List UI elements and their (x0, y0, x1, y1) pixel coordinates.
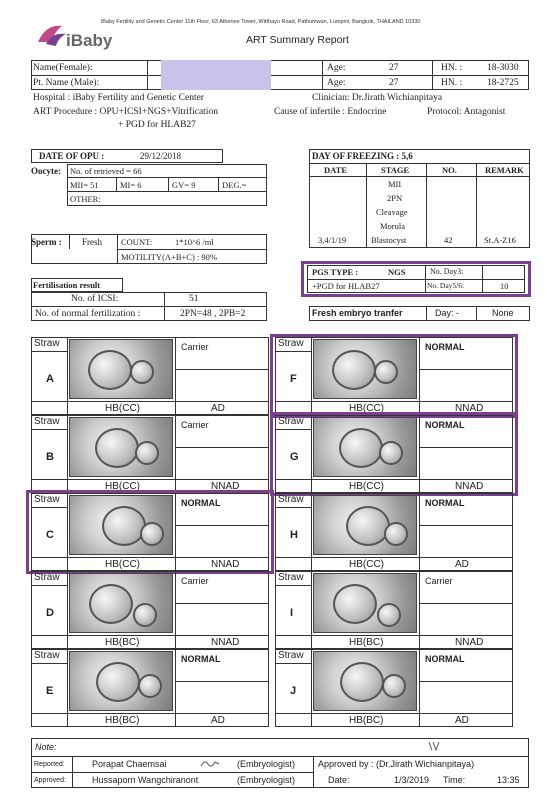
straw-label: Straw (34, 338, 60, 349)
straw-result: Carrier (181, 342, 209, 352)
approved-role: (Embryologist) (237, 775, 296, 785)
hn-male-value: 18-2725 (487, 78, 519, 88)
straw-result: Carrier (181, 420, 209, 430)
straw-grade: HB(CC) (105, 481, 140, 492)
logo-text: iBaby (66, 31, 113, 50)
stage-blastocyst: Blastocyst (371, 235, 407, 245)
straw-result: NORMAL (181, 498, 221, 508)
time-value: 13:35 (497, 775, 520, 785)
straw-grade: HB(CC) (349, 481, 384, 492)
straw-letter: D (46, 607, 54, 619)
straw-label: Straw (278, 572, 304, 583)
pgs-day56-label: No. Day5/6: (427, 281, 465, 290)
straw-letter: C (46, 529, 54, 541)
pgs-day3-label: No. Day3: (430, 267, 464, 276)
pgs-day56-value: 10 (500, 281, 509, 291)
fresh-transfer-label: Fresh embryo tranfer (312, 308, 403, 318)
straw-panel (31, 415, 269, 493)
straw-code: NNAD (455, 481, 484, 492)
embryo-image (313, 495, 417, 555)
oocyte-other: OTHER: (70, 194, 101, 204)
embryo-image (69, 417, 173, 477)
hn-female-label: HN. : (441, 63, 463, 73)
straw-code: AD (455, 715, 469, 726)
straw-grade: HB(CC) (349, 403, 384, 414)
straw-letter: J (290, 685, 297, 697)
pgs-type-label: PGS TYPE : (312, 267, 359, 277)
sperm-count-label: COUNT: (121, 237, 153, 247)
oocyte-gv: GV= 9 (172, 180, 196, 190)
straw-grade: HB(CC) (105, 403, 140, 414)
icsi-label: No. of ICSI: (71, 294, 119, 304)
pgs-type-value: NGS (388, 267, 406, 277)
straw-letter: H (290, 529, 298, 541)
straw-letter: F (290, 373, 297, 385)
sperm-count-value: 1*10^6 /ml (175, 237, 214, 247)
straw-panel (31, 571, 269, 649)
straw-label: Straw (278, 494, 304, 505)
straw-result: NORMAL (425, 342, 465, 352)
straw-code: NNAD (211, 481, 240, 492)
straw-result: NORMAL (181, 654, 221, 664)
icsi-value: 51 (189, 294, 199, 304)
hn-female-value: 18-3030 (487, 63, 519, 73)
straw-letter: I (290, 607, 294, 619)
age-male-value: 27 (389, 78, 399, 88)
freezing-date: 3,4/1/19 (318, 235, 347, 245)
opu-date-label: DATE OF OPU : (39, 151, 105, 161)
pgs-pgd: +PGD for HLAB27 (312, 281, 380, 291)
straw-code: AD (211, 715, 225, 726)
straw-code: AD (211, 403, 225, 414)
freezing-remark: St.A-Z16 (484, 235, 516, 245)
age-female-value: 27 (389, 63, 399, 73)
normal-fert-label: No. of normal fertilization : (35, 309, 141, 319)
clinician: Clinician: Dr.Jirath Wichianpitaya (312, 93, 443, 103)
reported-role: (Embryologist) (237, 759, 296, 769)
approved-name: Hussaporn Wangchiranont (92, 775, 199, 785)
note-label: Note: (35, 742, 57, 752)
stage-2pn: 2PN (387, 193, 403, 203)
straw-letter: G (290, 451, 299, 463)
freezing-header-date: DATE (324, 165, 347, 175)
fresh-transfer-day: Day: - (435, 308, 460, 318)
straw-result: NORMAL (425, 498, 465, 508)
straw-grade: HB(BC) (105, 637, 140, 648)
art-procedure: ART Procedure : OPU+ICSI+NGS+Vitrification (33, 107, 218, 117)
straw-grade: HB(BC) (349, 715, 384, 726)
straw-label: Straw (278, 338, 304, 349)
cause-infertile: Cause of infertile : Endocrine (274, 107, 387, 117)
straw-highlight (26, 490, 274, 574)
stage-cleavage: Cleavage (376, 207, 408, 217)
straw-label: Straw (278, 650, 304, 661)
hn-male-label: HN. : (441, 78, 463, 88)
straw-label: Straw (278, 416, 304, 427)
straw-grade: HB(BC) (105, 715, 140, 726)
freezing-header-stage: STAGE (381, 165, 410, 175)
embryo-image (313, 573, 417, 633)
approved-by: Approved by : (Dr.Jirath Wichianpitaya) (318, 759, 475, 769)
hospital: Hospital : iBaby Fertility and Genetic Center (33, 93, 204, 103)
stage-morula: Morula (380, 221, 406, 231)
approved-label: Approved: (34, 777, 66, 784)
redacted-name (161, 60, 271, 90)
protocol: Protocol: Antagonist (427, 107, 506, 117)
oocyte-label: Oocyte: (31, 166, 61, 176)
straw-code: NNAD (211, 637, 240, 648)
normal-fert-value: 2PN=48 , 2PB=2 (180, 309, 246, 319)
straw-highlight (270, 412, 518, 496)
sperm-type: Fresh (82, 237, 102, 247)
name-female-label: Name(Female): (33, 63, 93, 73)
straw-panel (275, 571, 513, 649)
sperm-motility: MOTILITY(A+B+C) : 90% (121, 252, 217, 262)
straw-label: Straw (34, 416, 60, 427)
fresh-transfer-value: None (492, 308, 514, 318)
oocyte-deg: DEG.= (222, 180, 247, 190)
stage-mii: MII (388, 179, 402, 189)
straw-panel (31, 337, 269, 415)
straw-code: AD (455, 559, 469, 570)
art-procedure-pgd: + PGD for HLAB27 (118, 120, 196, 130)
initials-icon (427, 740, 443, 752)
date-label: Date: (328, 775, 350, 785)
embryo-image (313, 651, 417, 711)
straw-panel (275, 493, 513, 571)
straw-highlight (270, 334, 518, 418)
embryo-image (69, 339, 173, 399)
straw-panel (275, 649, 513, 727)
straw-letter: E (46, 685, 54, 697)
reported-label: Reported: (34, 761, 65, 768)
freezing-label: DAY OF FREEZING : 5,6 (312, 151, 413, 161)
oocyte-retrieved: No. of retrieved = 66 (70, 166, 142, 176)
sperm-label: Sperm : (31, 237, 62, 247)
age-male-label: Age: (327, 78, 346, 88)
straw-label: Straw (34, 494, 60, 505)
date-value: 1/3/2019 (394, 775, 430, 785)
age-female-label: Age: (327, 63, 346, 73)
name-male-label: Pt. Name (Male): (33, 78, 100, 88)
straw-code: NNAD (455, 637, 484, 648)
straw-label: Straw (34, 572, 60, 583)
signature-icon (200, 758, 220, 768)
straw-grade: HB(CC) (105, 559, 140, 570)
time-label: Time: (443, 775, 466, 785)
straw-code: NNAD (455, 403, 484, 414)
straw-code: NNAD (211, 559, 240, 570)
embryo-image (69, 651, 173, 711)
straw-result: NORMAL (425, 420, 465, 430)
straw-letter: B (46, 451, 54, 463)
straw-result: Carrier (181, 576, 209, 586)
opu-date-value: 29/12/2018 (140, 151, 182, 161)
freezing-header-no: NO. (442, 165, 457, 175)
page-title: ART Summary Report (246, 34, 349, 46)
reported-name: Porapat Chaemsai (92, 759, 167, 769)
header-address: iBaby Fertility and Genetic Center 11th Floor, 63 Athenee Tower, Witthayu Road, Pathumwan, Lumpini, Bangkok, THAILAND 10330 (101, 19, 421, 25)
straw-grade: HB(CC) (349, 559, 384, 570)
straw-result: NORMAL (425, 654, 465, 664)
oocyte-mi: MI= 6 (120, 180, 142, 190)
embryo-image (69, 573, 173, 633)
straw-result: Carrier (425, 576, 453, 586)
straw-label: Straw (34, 650, 60, 661)
freezing-no: 42 (444, 235, 453, 245)
straw-panel (31, 649, 269, 727)
straw-letter: A (46, 373, 54, 385)
fertilisation-label: Fertilisation result (33, 280, 101, 290)
straw-grade: HB(BC) (349, 637, 384, 648)
freezing-header-remark: REMARK (485, 165, 524, 175)
oocyte-mii: MII= 51 (70, 180, 99, 190)
